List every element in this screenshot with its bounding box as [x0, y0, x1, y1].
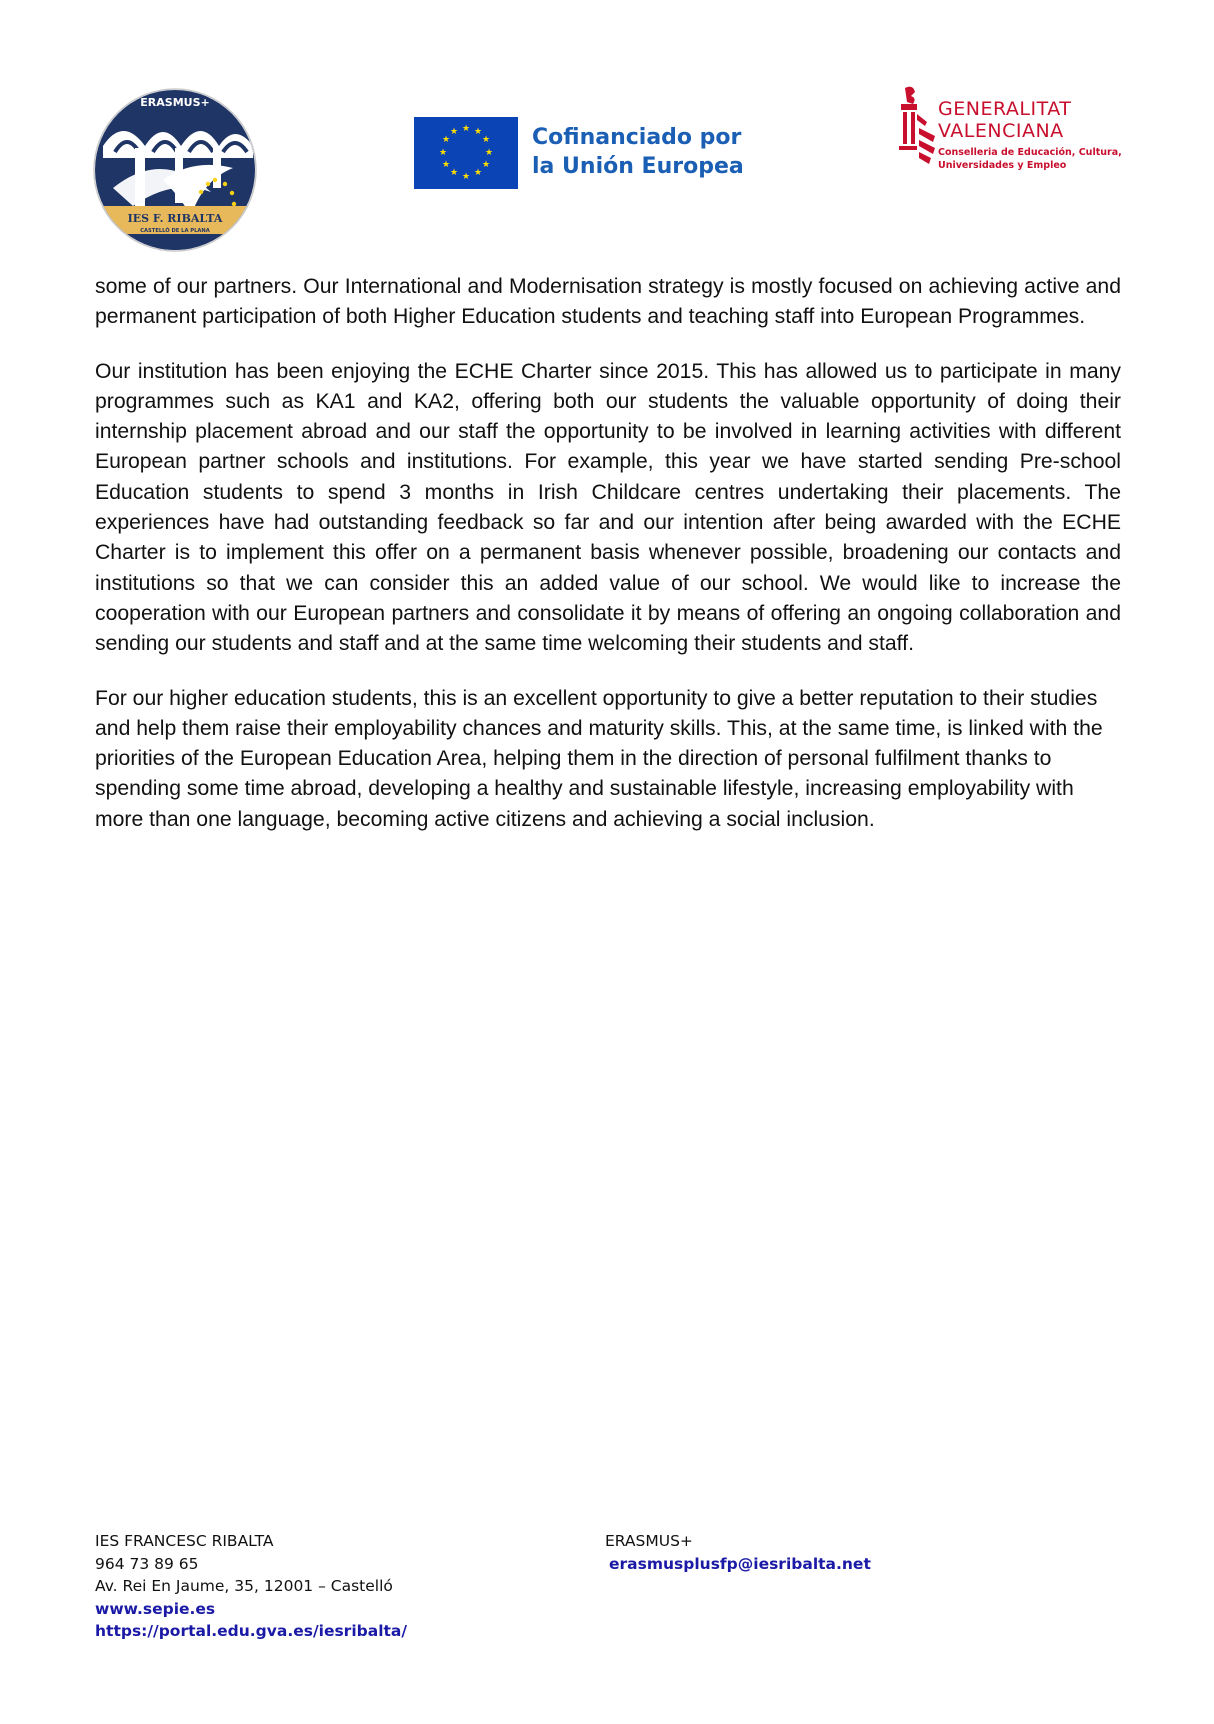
footer-contact-block: [95, 1530, 407, 1643]
footer-phone: 964 73 89 65: [95, 1554, 199, 1573]
paragraph-strategy: some of our partners. Our International and Modernisation strategy is mostly focused on achieving active and permanent participation of both Higher Education students and teaching staff into European Programmes.: [95, 275, 1121, 329]
document-body: [95, 272, 1121, 859]
svg-text:★: ★: [481, 160, 491, 170]
svg-text:★: ★: [441, 160, 451, 170]
svg-text:★: ★: [473, 127, 483, 137]
svg-text:★: ★: [461, 124, 471, 134]
gva-sub-line2: Universidades y Empleo: [938, 160, 1067, 171]
erasmus-band-text: IES F. RIBALTA: [127, 212, 223, 225]
paragraph-eche-charter: Our institution has been enjoying the ECHE Charter since 2015. This has allowed us to participate in many programmes such as KA1 and KA2, offering both our students the valuable opportunity of doing their internship placement abroad and our staff the opportunity to be involved in learning activities with different European partner schools and institutions. For example, this year we have started sending Pre-school Education students to spend 3 months in Irish Childcare centres undertaking their placements. The experiences have had outstanding feedback so far and our intention after being awarded with the ECHE Charter is to implement this offer on a permanent basis whenever possible, broadening our contacts and institutions so that we can consider this an added value of our school. We would like to increase the cooperation with our European partners and consolidate it by means of offering an ongoing collaboration and sending our students and staff and at the same time welcoming their students and staff.: [95, 359, 1121, 656]
footer-erasmus-label: ERASMUS+: [605, 1532, 693, 1550]
footer-school-name: IES FRANCESC RIBALTA: [95, 1532, 274, 1550]
svg-text:★: ★: [449, 127, 459, 137]
erasmus-ribalta-emblem-icon: [93, 88, 257, 252]
eu-text-line2: la Unión Europea: [532, 154, 744, 179]
eu-flag-icon: [414, 117, 518, 189]
eu-cofunded-text: [532, 123, 752, 181]
erasmus-band-subtext: CASTELLÓ DE LA PLANA: [140, 228, 210, 234]
gva-title: [938, 98, 1071, 142]
svg-text:★: ★: [461, 172, 471, 182]
gva-line2: VALENCIANA: [938, 120, 1064, 142]
footer-email-link[interactable]: erasmusplusfp@iesribalta.net: [609, 1554, 871, 1573]
erasmus-top-text: ERASMUS+: [140, 96, 210, 109]
generalitat-valenciana-logo: [895, 84, 1125, 184]
gva-subtitle: [938, 146, 1122, 172]
erasmus-ribalta-logo: [93, 88, 257, 252]
page-header: [0, 0, 1214, 270]
svg-text:★: ★: [438, 148, 448, 158]
footer-erasmus-block: [605, 1530, 871, 1575]
gva-coat-of-arms-icon: [895, 84, 939, 166]
eu-cofunded-logo: [414, 117, 744, 189]
svg-text:★: ★: [481, 135, 491, 145]
footer-portal-link[interactable]: https://portal.edu.gva.es/iesribalta/: [95, 1622, 408, 1640]
eu-text-line1: Cofinanciado por: [532, 125, 742, 150]
page-footer: [95, 1530, 1125, 1670]
svg-text:★: ★: [441, 135, 451, 145]
svg-text:★: ★: [449, 168, 459, 178]
gva-sub-line1: Conselleria de Educación, Cultura,: [938, 147, 1122, 158]
svg-text:★: ★: [484, 148, 494, 158]
gva-line1: GENERALITAT: [938, 98, 1072, 120]
footer-sepie-link[interactable]: www.sepie.es: [95, 1599, 216, 1618]
paragraph-higher-education: For our higher education students, this is an excellent opportunity to give a better reputation to their studies and help them raise their employability chances and maturity skills. This, at the same time, is linked with the priorities of the European Education Area, helping them in the direction of personal fulfilment thanks to spending some time abroad, developing a healthy and sustainable lifestyle, increasing employability with more than one language, becoming active citizens and achieving a social inclusion.: [95, 686, 1103, 831]
svg-text:★: ★: [473, 168, 483, 178]
footer-address: Av. Rei En Jaume, 35, 12001 – Castelló: [95, 1577, 393, 1595]
